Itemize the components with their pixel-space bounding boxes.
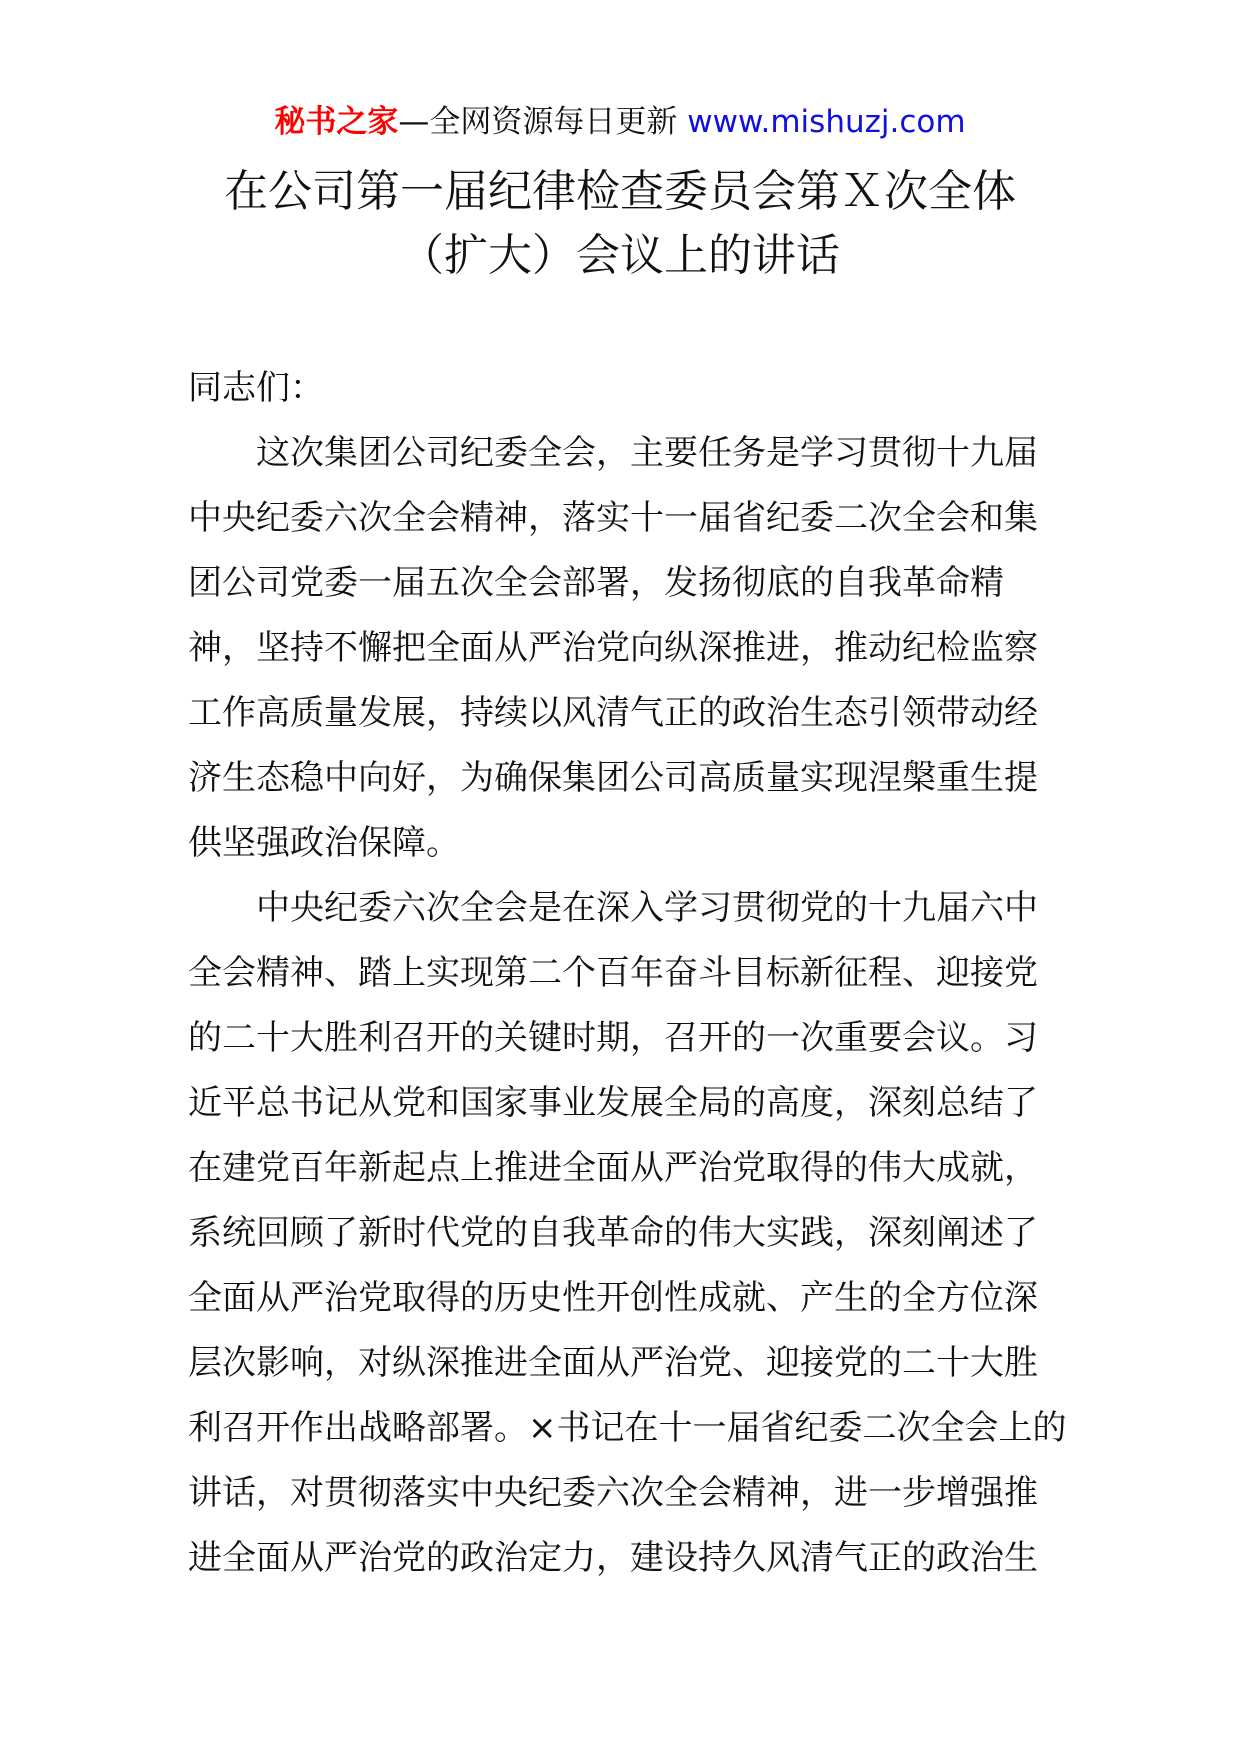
paragraph-line: 全面从严治党取得的历史性开创性成就、产生的全方位深 [188, 1278, 1038, 1318]
paragraph-2 [188, 876, 1067, 1591]
paragraph-line: 的二十大胜利召开的关键时期，召开的一次重要会议。习 [188, 1018, 1038, 1058]
paragraph-line: 利召开作出战略部署。×书记在十一届省纪委二次全会上的 [188, 1408, 1067, 1448]
paragraph-line: 济生态稳中向好，为确保集团公司高质量实现涅槃重生提 [188, 758, 1038, 798]
paragraph-line: 团公司党委一届五次全会部署，发扬彻底的自我革命精 [188, 563, 1004, 603]
paragraph-line: 这次集团公司纪委全会，主要任务是学习贯彻十九届 [256, 433, 1038, 473]
document-title [150, 160, 1090, 288]
paragraph-line: 供坚强政治保障。 [188, 823, 460, 863]
paragraph-line: 进全面从严治党的政治定力，建设持久风清气正的政治生 [188, 1538, 1038, 1578]
paragraph-line: 讲话，对贯彻落实中央纪委六次全会精神，进一步增强推 [188, 1473, 1038, 1513]
paragraph-line: 中央纪委六次全会精神，落实十一届省纪委二次全会和集 [188, 498, 1038, 538]
paragraph-line: 神，坚持不懈把全面从严治党向纵深推进，推动纪检监察 [188, 628, 1038, 668]
paragraph-line: 中央纪委六次全会是在深入学习贯彻党的十九届六中 [256, 888, 1038, 928]
document-body [188, 356, 1067, 1591]
paragraph-line: 工作高质量发展，持续以风清气正的政治生态引领带动经 [188, 693, 1038, 733]
header-tagline: —全网资源每日更新 [398, 104, 688, 140]
title-line-2: （扩大）会议上的讲话 [400, 230, 840, 281]
brand-name: 秘书之家 [274, 104, 399, 140]
paragraph-line: 全会精神、踏上实现第二个百年奋斗目标新征程、迎接党 [188, 953, 1038, 993]
paragraph-1 [188, 421, 1060, 876]
paragraph-line: 近平总书记从党和国家事业发展全局的高度，深刻总结了 [188, 1083, 1038, 1123]
paragraph-line: 层次影响，对纵深推进全面从严治党、迎接党的二十大胜 [188, 1343, 1038, 1383]
site-url-link[interactable]: www.mishuzj.com [687, 104, 966, 140]
paragraph-line: 在建党百年新起点上推进全面从严治党取得的伟大成就， [188, 1148, 1038, 1188]
salutation: 同志们： [188, 368, 324, 408]
title-line-1: 在公司第一届纪律检查委员会第Ｘ次全体 [224, 166, 1016, 217]
site-header [0, 100, 1240, 144]
paragraph-line: 系统回顾了新时代党的自我革命的伟大实践，深刻阐述了 [188, 1213, 1038, 1253]
